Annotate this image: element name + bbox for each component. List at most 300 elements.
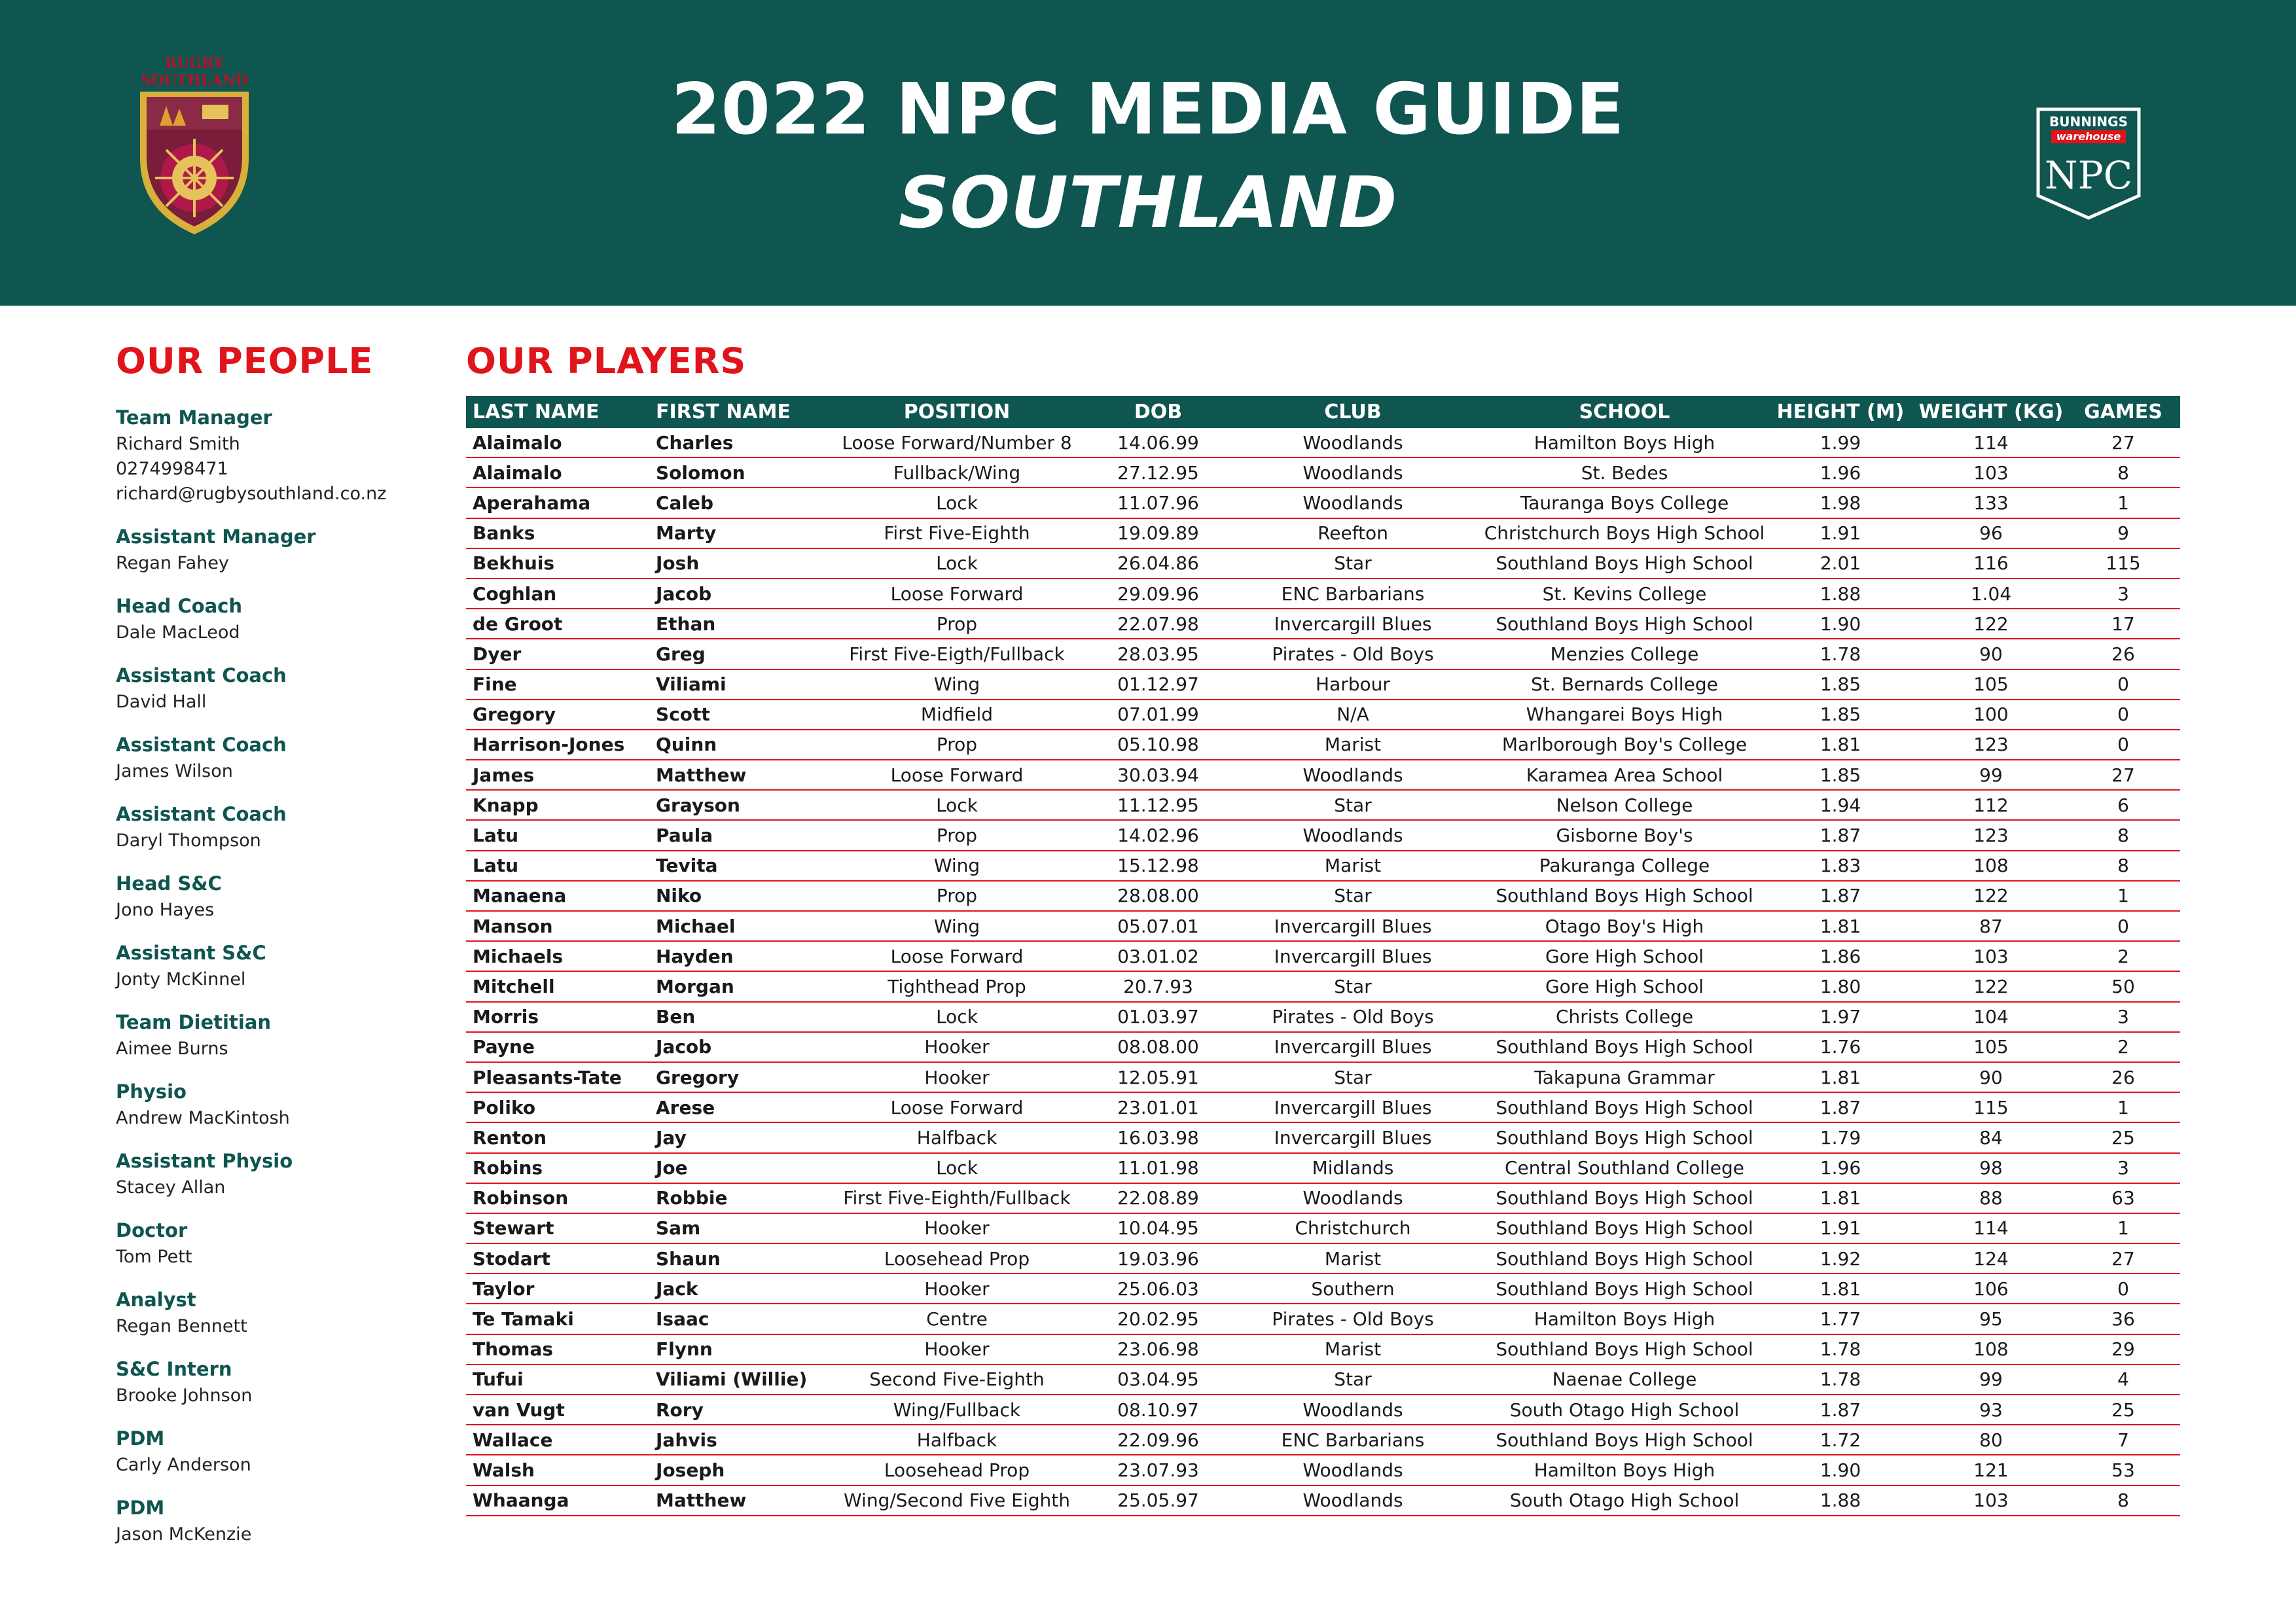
cell-first-name: Ethan bbox=[656, 613, 716, 635]
cell-position: First Five-Eighth bbox=[884, 522, 1030, 544]
table-row bbox=[466, 1304, 2180, 1334]
cell-dob: 11.07.96 bbox=[1117, 491, 1199, 514]
column-header-first-name: FIRST NAME bbox=[656, 401, 791, 423]
cell-last-name: Fine bbox=[473, 673, 517, 696]
cell-games: 0 bbox=[2117, 1277, 2129, 1300]
cell-position: Loose Forward bbox=[890, 945, 1024, 967]
cell-school: St. Kevins College bbox=[1542, 582, 1707, 605]
cell-last-name: Robinson bbox=[473, 1187, 569, 1209]
cell-school: Christs College bbox=[1555, 1006, 1694, 1028]
cell-school: Southland Boys High School bbox=[1496, 1126, 1753, 1149]
cell-dob: 12.05.91 bbox=[1117, 1066, 1199, 1088]
staff-role: Assistant Coach bbox=[116, 734, 287, 756]
cell-weight: 88 bbox=[1979, 1187, 2003, 1209]
cell-club: Woodlands bbox=[1302, 491, 1403, 514]
cell-height: 1.76 bbox=[1820, 1036, 1861, 1058]
cell-first-name: Jahvis bbox=[656, 1429, 717, 1451]
cell-position: Midfield bbox=[920, 704, 994, 726]
staff-detail: Regan Fahey bbox=[116, 553, 229, 573]
cell-club: Invercargill Blues bbox=[1274, 1036, 1432, 1058]
cell-height: 1.91 bbox=[1820, 1217, 1861, 1240]
cell-club: Christchurch bbox=[1295, 1217, 1411, 1240]
cell-club: Southern bbox=[1311, 1277, 1395, 1300]
cell-dob: 03.04.95 bbox=[1117, 1368, 1199, 1391]
cell-last-name: Manson bbox=[473, 915, 553, 937]
cell-dob: 11.12.95 bbox=[1117, 794, 1199, 816]
table-row bbox=[466, 1003, 2180, 1033]
cell-height: 1.94 bbox=[1820, 794, 1861, 816]
cell-first-name: Niko bbox=[656, 885, 702, 907]
cell-games: 3 bbox=[2117, 1006, 2129, 1028]
staff-detail: Jonty McKinnel bbox=[116, 969, 246, 990]
cell-school: Menzies College bbox=[1550, 643, 1699, 665]
staff-role: Assistant S&C bbox=[116, 942, 266, 964]
staff-detail: Richard Smith bbox=[116, 434, 240, 454]
cell-last-name: de Groot bbox=[473, 613, 563, 635]
cell-school: Naenae College bbox=[1552, 1368, 1697, 1391]
cell-dob: 25.05.97 bbox=[1117, 1489, 1199, 1512]
table-row bbox=[466, 882, 2180, 912]
cell-school: Tauranga Boys College bbox=[1520, 491, 1729, 514]
cell-club: Woodlands bbox=[1302, 825, 1403, 847]
cell-first-name: Flynn bbox=[656, 1338, 713, 1361]
cell-last-name: Tufui bbox=[473, 1368, 524, 1391]
cell-games: 8 bbox=[2117, 1489, 2129, 1512]
table-row bbox=[466, 1425, 2180, 1455]
cell-school: Southland Boys High School bbox=[1496, 885, 1753, 907]
cell-dob: 11.01.98 bbox=[1117, 1157, 1199, 1179]
column-header-last-name: LAST NAME bbox=[473, 401, 600, 423]
cell-height: 1.85 bbox=[1820, 704, 1861, 726]
column-header-games: GAMES bbox=[2084, 401, 2162, 423]
cell-weight: 105 bbox=[1973, 1036, 2009, 1058]
cell-weight: 122 bbox=[1973, 613, 2009, 635]
people-section-title: OUR PEOPLE bbox=[116, 340, 374, 382]
cell-last-name: Bekhuis bbox=[473, 552, 555, 575]
cell-position: Lock bbox=[936, 1006, 978, 1028]
table-row bbox=[466, 519, 2180, 549]
cell-games: 8 bbox=[2117, 855, 2129, 877]
staff-entry bbox=[116, 1493, 443, 1547]
staff-detail: Stacey Allan bbox=[116, 1177, 226, 1198]
cell-last-name: Stodart bbox=[473, 1247, 550, 1270]
table-row bbox=[466, 821, 2180, 851]
cell-games: 25 bbox=[2111, 1399, 2135, 1421]
cell-weight: 103 bbox=[1973, 1489, 2009, 1512]
cell-height: 1.78 bbox=[1820, 1338, 1861, 1361]
page-header bbox=[0, 0, 2296, 306]
cell-school: Southland Boys High School bbox=[1496, 552, 1753, 575]
cell-position: Wing bbox=[933, 855, 980, 877]
staff-detail: Regan Bennett bbox=[116, 1316, 247, 1336]
staff-role: PDM bbox=[116, 1427, 165, 1450]
staff-entry bbox=[116, 1424, 443, 1478]
cell-club: Invercargill Blues bbox=[1274, 945, 1432, 967]
cell-games: 4 bbox=[2117, 1368, 2129, 1391]
cell-last-name: Payne bbox=[473, 1036, 535, 1058]
staff-detail: David Hall bbox=[116, 692, 207, 712]
table-row bbox=[466, 1063, 2180, 1093]
cell-last-name: Alaimalo bbox=[473, 461, 562, 484]
cell-height: 1.81 bbox=[1820, 1187, 1861, 1209]
cell-club: Pirates - Old Boys bbox=[1272, 1308, 1434, 1330]
cell-school: Hamilton Boys High bbox=[1534, 431, 1715, 454]
cell-weight: 87 bbox=[1979, 915, 2003, 937]
table-row bbox=[466, 1244, 2180, 1274]
cell-dob: 01.03.97 bbox=[1117, 1006, 1199, 1028]
cell-club: Star bbox=[1334, 975, 1372, 997]
cell-club: Star bbox=[1334, 1368, 1372, 1391]
staff-entry bbox=[116, 800, 443, 853]
cell-games: 115 bbox=[2106, 552, 2141, 575]
cell-last-name: Banks bbox=[473, 522, 535, 544]
cell-school: Takapuna Grammar bbox=[1534, 1066, 1715, 1088]
staff-role: Assistant Coach bbox=[116, 803, 287, 825]
cell-last-name: Alaimalo bbox=[473, 431, 562, 454]
staff-role: Doctor bbox=[116, 1219, 188, 1241]
table-row bbox=[466, 458, 2180, 488]
table-row bbox=[466, 1214, 2180, 1244]
staff-role: Assistant Manager bbox=[116, 526, 316, 548]
cell-games: 3 bbox=[2117, 582, 2129, 605]
crest-text-line1: RUGBY bbox=[164, 55, 224, 72]
cell-weight: 114 bbox=[1973, 431, 2009, 454]
cell-dob: 28.08.00 bbox=[1117, 885, 1199, 907]
cell-height: 1.87 bbox=[1820, 1399, 1861, 1421]
cell-position: Loose Forward bbox=[890, 582, 1024, 605]
cell-club: Star bbox=[1334, 794, 1372, 816]
cell-height: 1.72 bbox=[1820, 1429, 1861, 1451]
cell-weight: 80 bbox=[1979, 1429, 2003, 1451]
table-row bbox=[466, 428, 2180, 458]
cell-school: St. Bernards College bbox=[1531, 673, 1718, 696]
cell-weight: 90 bbox=[1979, 1066, 2003, 1088]
cell-school: Southland Boys High School bbox=[1496, 1247, 1753, 1270]
staff-detail: Dale MacLeod bbox=[116, 622, 240, 643]
table-row bbox=[466, 942, 2180, 972]
cell-last-name: Thomas bbox=[473, 1338, 554, 1361]
cell-club: ENC Barbarians bbox=[1281, 1429, 1425, 1451]
cell-games: 9 bbox=[2117, 522, 2129, 544]
bunnings-text: BUNNINGS bbox=[2049, 114, 2128, 130]
staff-role: Head S&C bbox=[116, 872, 222, 895]
cell-club: Marist bbox=[1324, 1247, 1382, 1270]
staff-entry bbox=[116, 730, 443, 784]
staff-entry bbox=[116, 938, 443, 992]
cell-height: 1.96 bbox=[1820, 1157, 1861, 1179]
cell-school: Gore High School bbox=[1545, 975, 1704, 997]
staff-detail: Andrew MacKintosh bbox=[116, 1108, 290, 1128]
cell-school: Southland Boys High School bbox=[1496, 1217, 1753, 1240]
cell-club: Invercargill Blues bbox=[1274, 1096, 1432, 1118]
cell-weight: 123 bbox=[1973, 825, 2009, 847]
table-row bbox=[466, 639, 2180, 669]
cell-first-name: Matthew bbox=[656, 1489, 747, 1512]
cell-dob: 14.02.96 bbox=[1117, 825, 1199, 847]
staff-entry bbox=[116, 1008, 443, 1061]
cell-dob: 19.09.89 bbox=[1117, 522, 1199, 544]
cell-dob: 07.01.99 bbox=[1117, 704, 1199, 726]
staff-entry bbox=[116, 592, 443, 645]
cell-last-name: James bbox=[473, 764, 535, 786]
cell-school: Karamea Area School bbox=[1526, 764, 1723, 786]
cell-first-name: Rory bbox=[656, 1399, 704, 1421]
cell-first-name: Jay bbox=[656, 1126, 687, 1149]
cell-last-name: Coghlan bbox=[473, 582, 557, 605]
cell-dob: 27.12.95 bbox=[1117, 461, 1199, 484]
cell-last-name: Aperahama bbox=[473, 491, 591, 514]
cell-position: Lock bbox=[936, 491, 978, 514]
cell-last-name: Latu bbox=[473, 855, 519, 877]
cell-first-name: Quinn bbox=[656, 734, 717, 756]
cell-last-name: Poliko bbox=[473, 1096, 536, 1118]
cell-dob: 08.10.97 bbox=[1117, 1399, 1199, 1421]
staff-role: Analyst bbox=[116, 1289, 196, 1311]
cell-position: First Five-Eigth/Fullback bbox=[849, 643, 1065, 665]
staff-entry bbox=[116, 403, 443, 507]
cell-school: Southland Boys High School bbox=[1496, 1036, 1753, 1058]
cell-games: 27 bbox=[2111, 764, 2135, 786]
cell-games: 0 bbox=[2117, 673, 2129, 696]
cell-weight: 123 bbox=[1973, 734, 2009, 756]
cell-games: 1 bbox=[2117, 1217, 2129, 1240]
cell-first-name: Joe bbox=[656, 1157, 688, 1179]
cell-height: 1.90 bbox=[1820, 1459, 1861, 1481]
cell-club: Marist bbox=[1324, 855, 1382, 877]
cell-weight: 112 bbox=[1973, 794, 2009, 816]
table-row bbox=[466, 1274, 2180, 1304]
cell-first-name: Marty bbox=[656, 522, 717, 544]
cell-club: Woodlands bbox=[1302, 1489, 1403, 1512]
cell-games: 17 bbox=[2111, 613, 2135, 635]
staff-role: Assistant Coach bbox=[116, 664, 287, 687]
table-row bbox=[466, 1335, 2180, 1365]
cell-first-name: Grayson bbox=[656, 794, 740, 816]
cell-height: 1.97 bbox=[1820, 1006, 1861, 1028]
table-row bbox=[466, 1395, 2180, 1425]
cell-games: 7 bbox=[2117, 1429, 2129, 1451]
cell-height: 1.80 bbox=[1820, 975, 1861, 997]
cell-dob: 01.12.97 bbox=[1117, 673, 1199, 696]
cell-games: 50 bbox=[2111, 975, 2135, 997]
table-row bbox=[466, 851, 2180, 882]
table-row bbox=[466, 791, 2180, 821]
cell-games: 26 bbox=[2111, 1066, 2135, 1088]
cell-last-name: Michaels bbox=[473, 945, 564, 967]
cell-school: Southland Boys High School bbox=[1496, 1096, 1753, 1118]
cell-height: 1.91 bbox=[1820, 522, 1861, 544]
staff-detail: Jono Hayes bbox=[116, 900, 215, 920]
cell-games: 25 bbox=[2111, 1126, 2135, 1149]
cell-last-name: Mitchell bbox=[473, 975, 555, 997]
cell-height: 1.81 bbox=[1820, 734, 1861, 756]
cell-height: 2.01 bbox=[1820, 552, 1861, 575]
staff-entry bbox=[116, 1355, 443, 1408]
cell-position: Halfback bbox=[916, 1429, 997, 1451]
cell-height: 1.99 bbox=[1820, 431, 1861, 454]
cell-first-name: Arese bbox=[656, 1096, 715, 1118]
cell-weight: 99 bbox=[1979, 764, 2003, 786]
table-row bbox=[466, 670, 2180, 700]
cell-weight: 122 bbox=[1973, 885, 2009, 907]
cell-height: 1.85 bbox=[1820, 673, 1861, 696]
cell-last-name: Taylor bbox=[473, 1277, 535, 1300]
cell-height: 1.81 bbox=[1820, 915, 1861, 937]
cell-games: 1 bbox=[2117, 491, 2129, 514]
cell-first-name: Greg bbox=[656, 643, 706, 665]
cell-position: Tighthead Prop bbox=[888, 975, 1026, 997]
cell-position: Fullback/Wing bbox=[893, 461, 1021, 484]
cell-first-name: Jack bbox=[656, 1277, 698, 1300]
staff-entry bbox=[116, 1216, 443, 1270]
cell-position: Hooker bbox=[924, 1277, 990, 1300]
cell-last-name: Walsh bbox=[473, 1459, 535, 1481]
cell-dob: 16.03.98 bbox=[1117, 1126, 1199, 1149]
npc-text: NPC bbox=[2044, 153, 2133, 198]
cell-games: 27 bbox=[2111, 1247, 2135, 1270]
players-table-body bbox=[466, 428, 2180, 1516]
cell-school: Hamilton Boys High bbox=[1534, 1459, 1715, 1481]
cell-first-name: Gregory bbox=[656, 1066, 740, 1088]
cell-height: 1.81 bbox=[1820, 1277, 1861, 1300]
players-table-header bbox=[466, 396, 2180, 428]
cell-weight: 116 bbox=[1973, 552, 2009, 575]
cell-first-name: Viliami (Willie) bbox=[656, 1368, 808, 1391]
cell-last-name: Harrison-Jones bbox=[473, 734, 625, 756]
column-header-weight: WEIGHT (KG) bbox=[1918, 401, 2064, 423]
staff-role: Team Dietitian bbox=[116, 1011, 271, 1033]
staff-entry bbox=[116, 661, 443, 715]
staff-detail: Aimee Burns bbox=[116, 1039, 228, 1059]
cell-first-name: Matthew bbox=[656, 764, 747, 786]
cell-school: Nelson College bbox=[1556, 794, 1693, 816]
people-list bbox=[116, 403, 443, 1563]
cell-weight: 90 bbox=[1979, 643, 2003, 665]
cell-dob: 22.09.96 bbox=[1117, 1429, 1199, 1451]
cell-school: Southland Boys High School bbox=[1496, 1429, 1753, 1451]
cell-school: St. Bedes bbox=[1581, 461, 1668, 484]
cell-first-name: Jacob bbox=[656, 582, 712, 605]
cell-club: Invercargill Blues bbox=[1274, 1126, 1432, 1149]
cell-height: 1.87 bbox=[1820, 1096, 1861, 1118]
cell-club: ENC Barbarians bbox=[1281, 582, 1425, 605]
cell-weight: 84 bbox=[1979, 1126, 2003, 1149]
cell-weight: 103 bbox=[1973, 461, 2009, 484]
cell-first-name: Jacob bbox=[656, 1036, 712, 1058]
cell-weight: 105 bbox=[1973, 673, 2009, 696]
cell-school: South Otago High School bbox=[1509, 1489, 1740, 1512]
cell-school: Central Southland College bbox=[1504, 1157, 1745, 1179]
cell-position: Second Five-Eighth bbox=[869, 1368, 1045, 1391]
staff-role: Assistant Physio bbox=[116, 1150, 293, 1172]
cell-first-name: Viliami bbox=[656, 673, 726, 696]
cell-first-name: Morgan bbox=[656, 975, 734, 997]
cell-position: Hooker bbox=[924, 1338, 990, 1361]
cell-dob: 14.06.99 bbox=[1117, 431, 1199, 454]
cell-club: Star bbox=[1334, 1066, 1372, 1088]
column-header-dob: DOB bbox=[1134, 401, 1183, 423]
cell-height: 1.88 bbox=[1820, 1489, 1861, 1512]
table-row bbox=[466, 1184, 2180, 1214]
staff-role: Head Coach bbox=[116, 595, 242, 617]
cell-last-name: Pleasants-Tate bbox=[473, 1066, 622, 1088]
column-header-school: SCHOOL bbox=[1579, 401, 1670, 423]
cell-games: 8 bbox=[2117, 825, 2129, 847]
cell-weight: 114 bbox=[1973, 1217, 2009, 1240]
cell-weight: 122 bbox=[1973, 975, 2009, 997]
cell-height: 1.77 bbox=[1820, 1308, 1861, 1330]
cell-weight: 124 bbox=[1973, 1247, 2009, 1270]
team-title: SOUTHLAND bbox=[898, 162, 1398, 244]
cell-games: 63 bbox=[2111, 1187, 2135, 1209]
cell-games: 1 bbox=[2117, 885, 2129, 907]
cell-school: Whangarei Boys High bbox=[1526, 704, 1723, 726]
cell-games: 1 bbox=[2117, 1096, 2129, 1118]
cell-first-name: Tevita bbox=[656, 855, 718, 877]
table-row bbox=[466, 1093, 2180, 1123]
cell-position: Centre bbox=[926, 1308, 988, 1330]
table-row bbox=[466, 488, 2180, 518]
cell-school: Otago Boy's High bbox=[1545, 915, 1704, 937]
cell-club: Marist bbox=[1324, 1338, 1382, 1361]
cell-position: Loosehead Prop bbox=[884, 1247, 1030, 1270]
cell-weight: 96 bbox=[1979, 522, 2003, 544]
cell-position: Lock bbox=[936, 552, 978, 575]
cell-dob: 05.10.98 bbox=[1117, 734, 1199, 756]
cell-weight: 1.04 bbox=[1970, 582, 2012, 605]
warehouse-text: warehouse bbox=[2056, 130, 2121, 143]
staff-role: Physio bbox=[116, 1080, 187, 1103]
cell-position: Loosehead Prop bbox=[884, 1459, 1030, 1481]
cell-height: 1.98 bbox=[1820, 491, 1861, 514]
cell-height: 1.78 bbox=[1820, 1368, 1861, 1391]
staff-entry bbox=[116, 1147, 443, 1200]
staff-detail: Daryl Thompson bbox=[116, 830, 261, 851]
cell-weight: 100 bbox=[1973, 704, 2009, 726]
cell-weight: 108 bbox=[1973, 1338, 2009, 1361]
cell-club: N/A bbox=[1336, 704, 1369, 726]
cell-height: 1.79 bbox=[1820, 1126, 1861, 1149]
cell-height: 1.78 bbox=[1820, 643, 1861, 665]
cell-club: Invercargill Blues bbox=[1274, 915, 1432, 937]
cell-last-name: Wallace bbox=[473, 1429, 553, 1451]
cell-school: Marlborough Boy's College bbox=[1501, 734, 1748, 756]
cell-club: Midlands bbox=[1312, 1157, 1394, 1179]
cell-last-name: Renton bbox=[473, 1126, 547, 1149]
cell-school: Hamilton Boys High bbox=[1534, 1308, 1715, 1330]
cell-last-name: van Vugt bbox=[473, 1399, 565, 1421]
cell-club: Reefton bbox=[1318, 522, 1388, 544]
staff-detail: James Wilson bbox=[116, 761, 233, 781]
cell-height: 1.92 bbox=[1820, 1247, 1861, 1270]
cell-first-name: Robbie bbox=[656, 1187, 728, 1209]
staff-entry bbox=[116, 869, 443, 923]
staff-role: PDM bbox=[116, 1497, 165, 1519]
cell-height: 1.90 bbox=[1820, 613, 1861, 635]
staff-detail: richard@rugbysouthland.co.nz bbox=[116, 484, 387, 504]
cell-weight: 133 bbox=[1973, 491, 2009, 514]
table-row bbox=[466, 1455, 2180, 1486]
cell-last-name: Robins bbox=[473, 1157, 543, 1179]
cell-first-name: Isaac bbox=[656, 1308, 709, 1330]
cell-games: 3 bbox=[2117, 1157, 2129, 1179]
cell-games: 6 bbox=[2117, 794, 2129, 816]
cell-dob: 23.07.93 bbox=[1117, 1459, 1199, 1481]
column-header-position: POSITION bbox=[903, 401, 1011, 423]
cell-position: Wing bbox=[933, 915, 980, 937]
cell-weight: 115 bbox=[1973, 1096, 2009, 1118]
table-row bbox=[466, 730, 2180, 760]
